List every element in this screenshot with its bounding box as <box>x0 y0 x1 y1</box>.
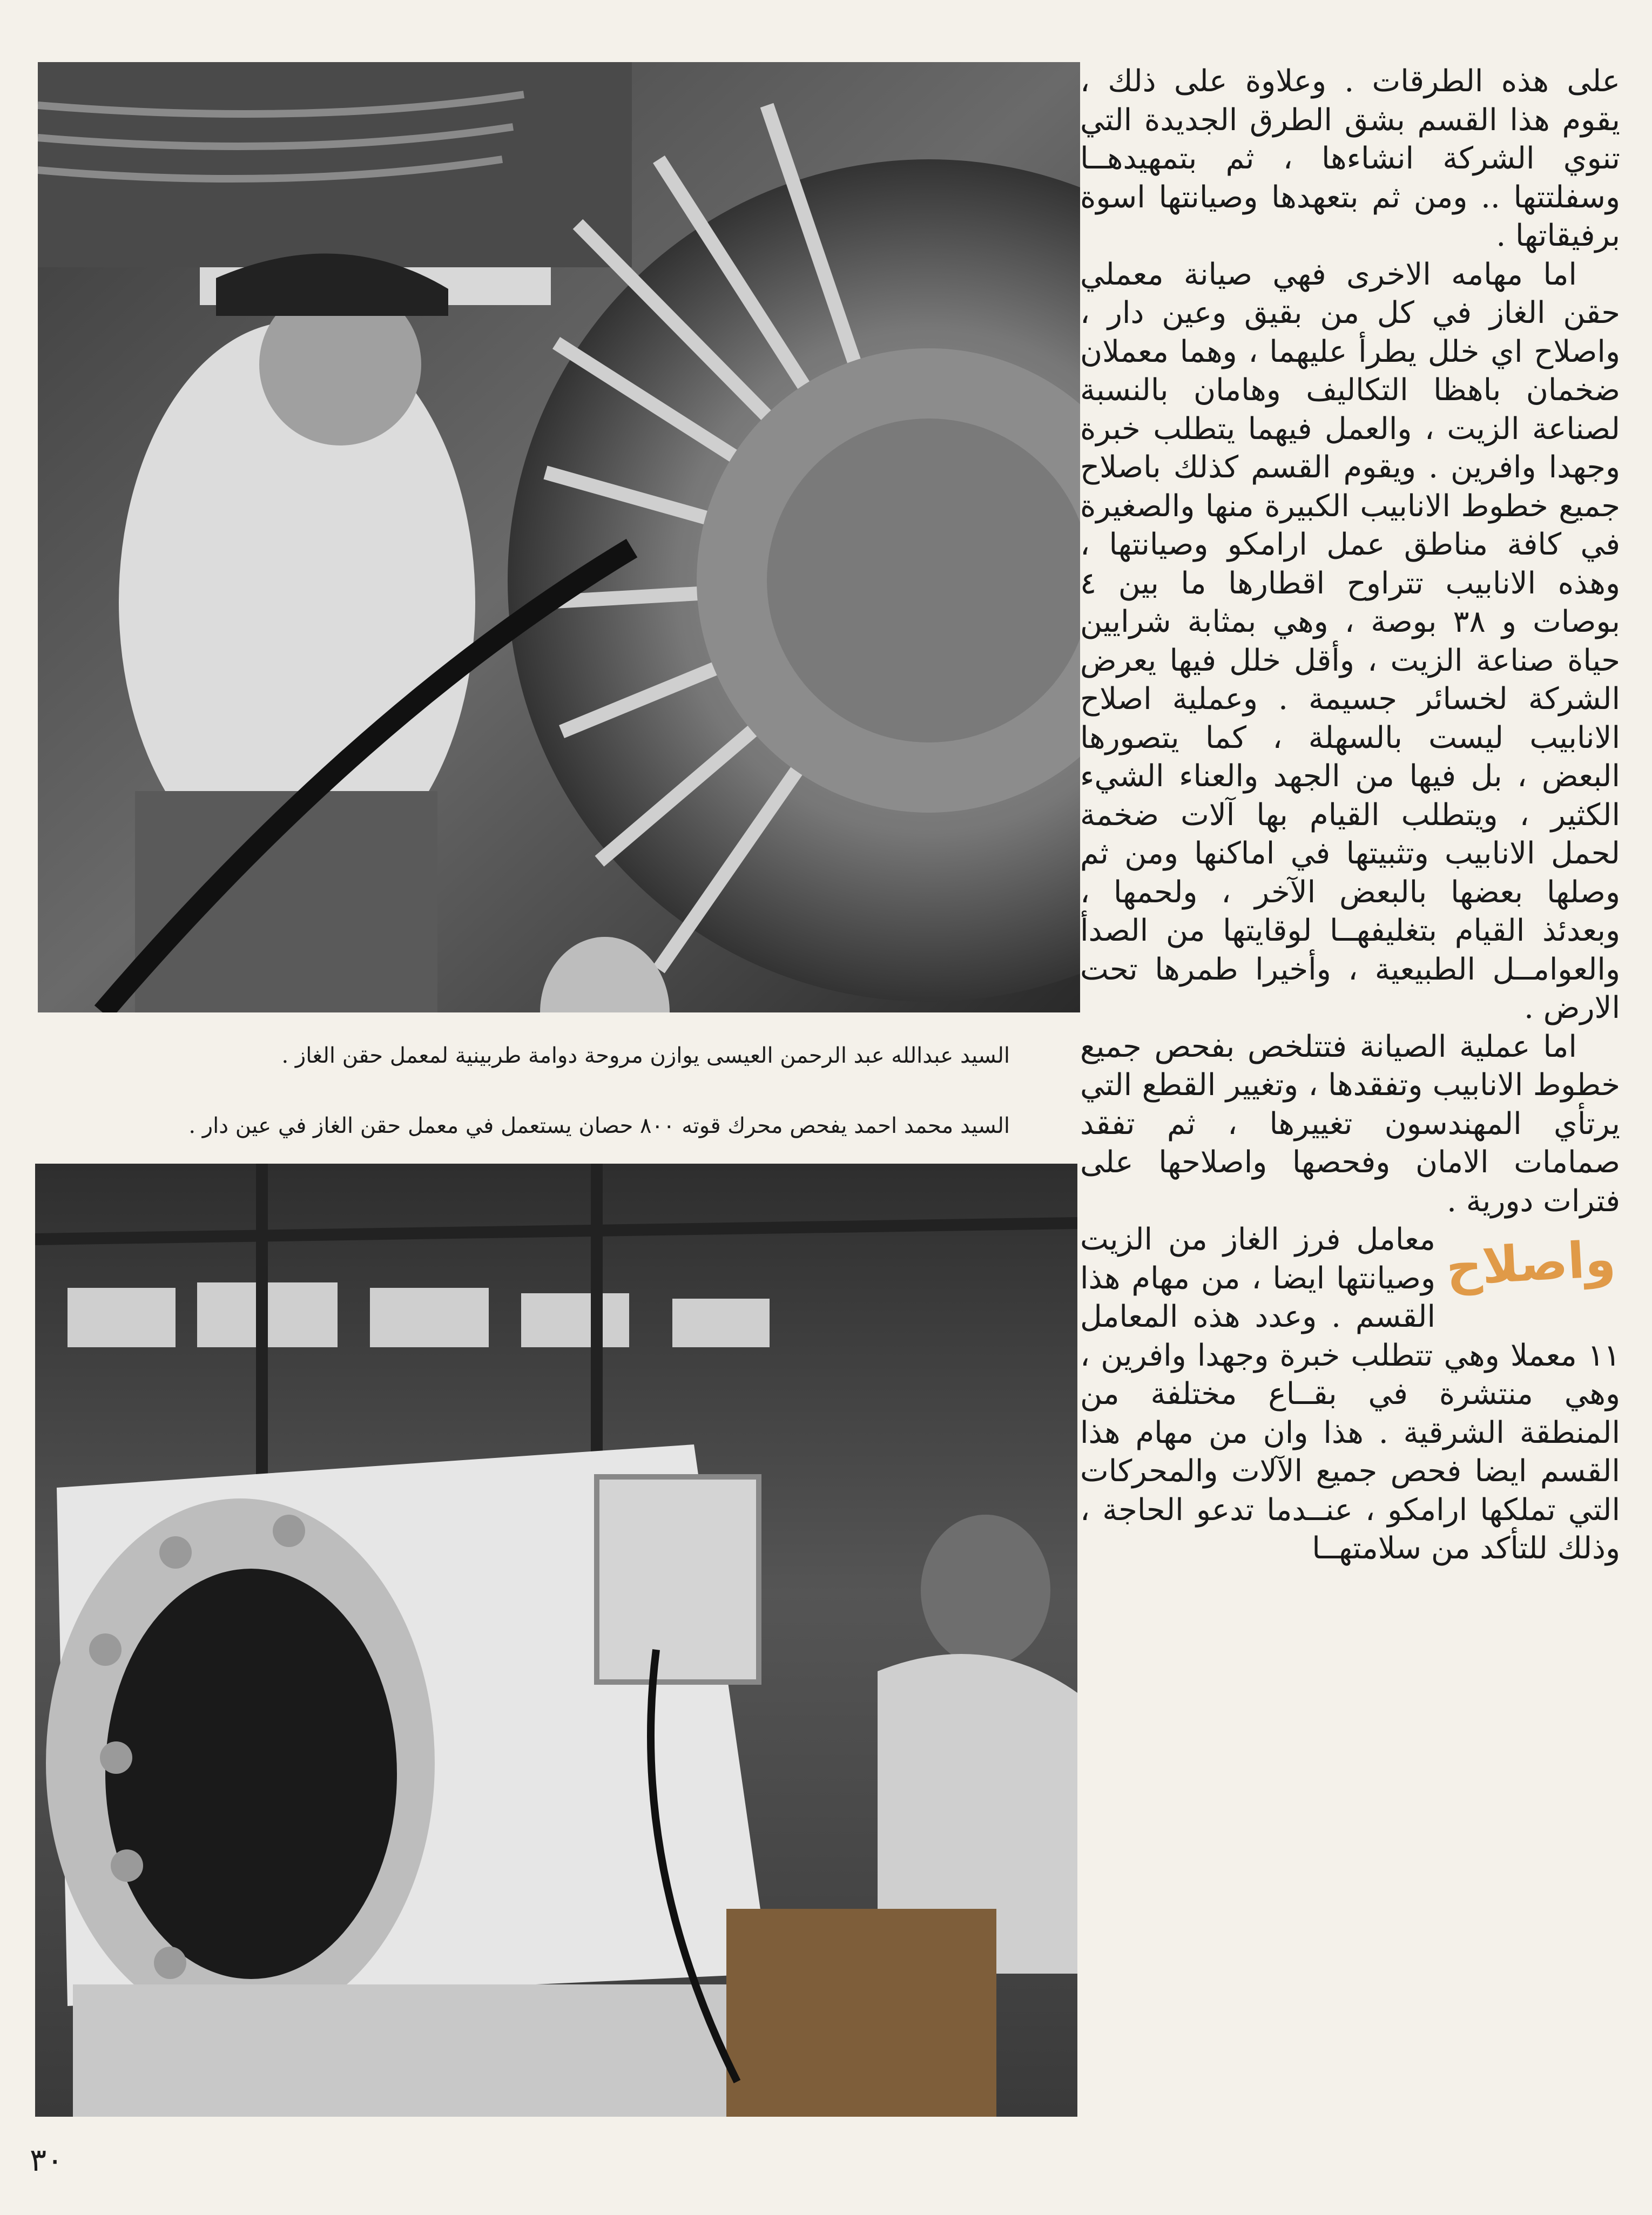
caption-top: السيد عبدالله عبد الرحمن العيسى يوازن مروحة دوامة طربينية لمعمل حقن الغاز . <box>281 1043 1010 1068</box>
turbine-worker-photo <box>38 62 1080 1012</box>
caption-bottom: السيد محمد احمد يفحص محرك قوته ٨٠٠ حصان يستعمل في معمل حقن الغاز في عين دار . <box>188 1113 1010 1138</box>
motor-photo-graphic <box>35 1164 1077 2117</box>
motor-inspection-photo <box>35 1164 1077 2117</box>
article-paragraph: على هذه الطرقات . وعلاوة على ذلك ، يقوم هذا القسم بشق الطرق الجديدة التي تنوي الشركة انشاءها ، ثم بتمهيدهــا وسفلتتها .. ومن ثم بتعهدها وصيانتها اسوة برفيقاتها . <box>1080 64 1620 253</box>
page-number: ٣٠ <box>30 2142 64 2178</box>
article-paragraph: معامل فرز الغاز من الزيت وصيانتها ايضا ، من مهام هذا القسم . وعدد هذه المعامل ١١ معملا وهي تتطلب خبرة وجهدا وافرين ، وهي منتشرة في بقــاع مختلفة من المنطقة الشرقية . هذا وان من مهام هذا القسم ايضا فحص جميع الآلات والمحركات التي تملكها ارامكو ، عنــدما تدعو الحاجة ، وذلك للتأكد من سلامتهــا <box>1080 1222 1620 1566</box>
article-paragraph: اما عملية الصيانة فتتلخص بفحص جميع خطوط الانابيب وتفقدها ، وتغيير القطع التي يرتأي المهندسون تغييرها ، ثم تفقد صمامات الامان وفحصها واصلاحها على فترات دورية . <box>1080 1029 1620 1219</box>
article-paragraph: اما مهامه الاخرى فهي صيانة معملي حقن الغاز في كل من بقيق وعين دار ، واصلاح اي خلل يطرأ عليهما ، وهما معملان ضخمان باهظا التكاليف وهامان بالنسبة لصناعة الزيت ، والعمل فيهما يتطلب خبرة وجهدا وافرين . ويقوم القسم كذلك باصلاح جميع خطوط الانابيب الكبيرة منها والصغيرة في كافة مناطق عمل ارامكو وصيانتها ، وهذه الانابيب تتراوح اقطارها ما بين ٤ بوصات و ٣٨ بوصة ، وهي بمثابة شرايين حياة صناعة الزيت ، وأقل خلل فيها يعرض الشركة لخسائر جسيمة . وعملية اصلاح الانابيب ليست بالسهلة ، كما يتصورها البعض ، بل فيها من الجهد والعناء الشيء الكثير ، ويتطلب القيام بها آلات ضخمة لحمل الانابيب وتثبيتها في اماكنها ومن ثم وصلها بعضها بالبعض الآخر ، ولحمها ، وبعدئذ القيام بتغليفهــا لوقايتها من الصدأ والعوامــل الطبيعية ، وأخيرا طمرها تحت الارض . <box>1080 256 1620 1025</box>
article-text-column <box>1080 62 1620 1568</box>
section-headword: واصلاح <box>1445 1230 1617 1297</box>
turbine-photo-graphic <box>38 62 1080 1012</box>
